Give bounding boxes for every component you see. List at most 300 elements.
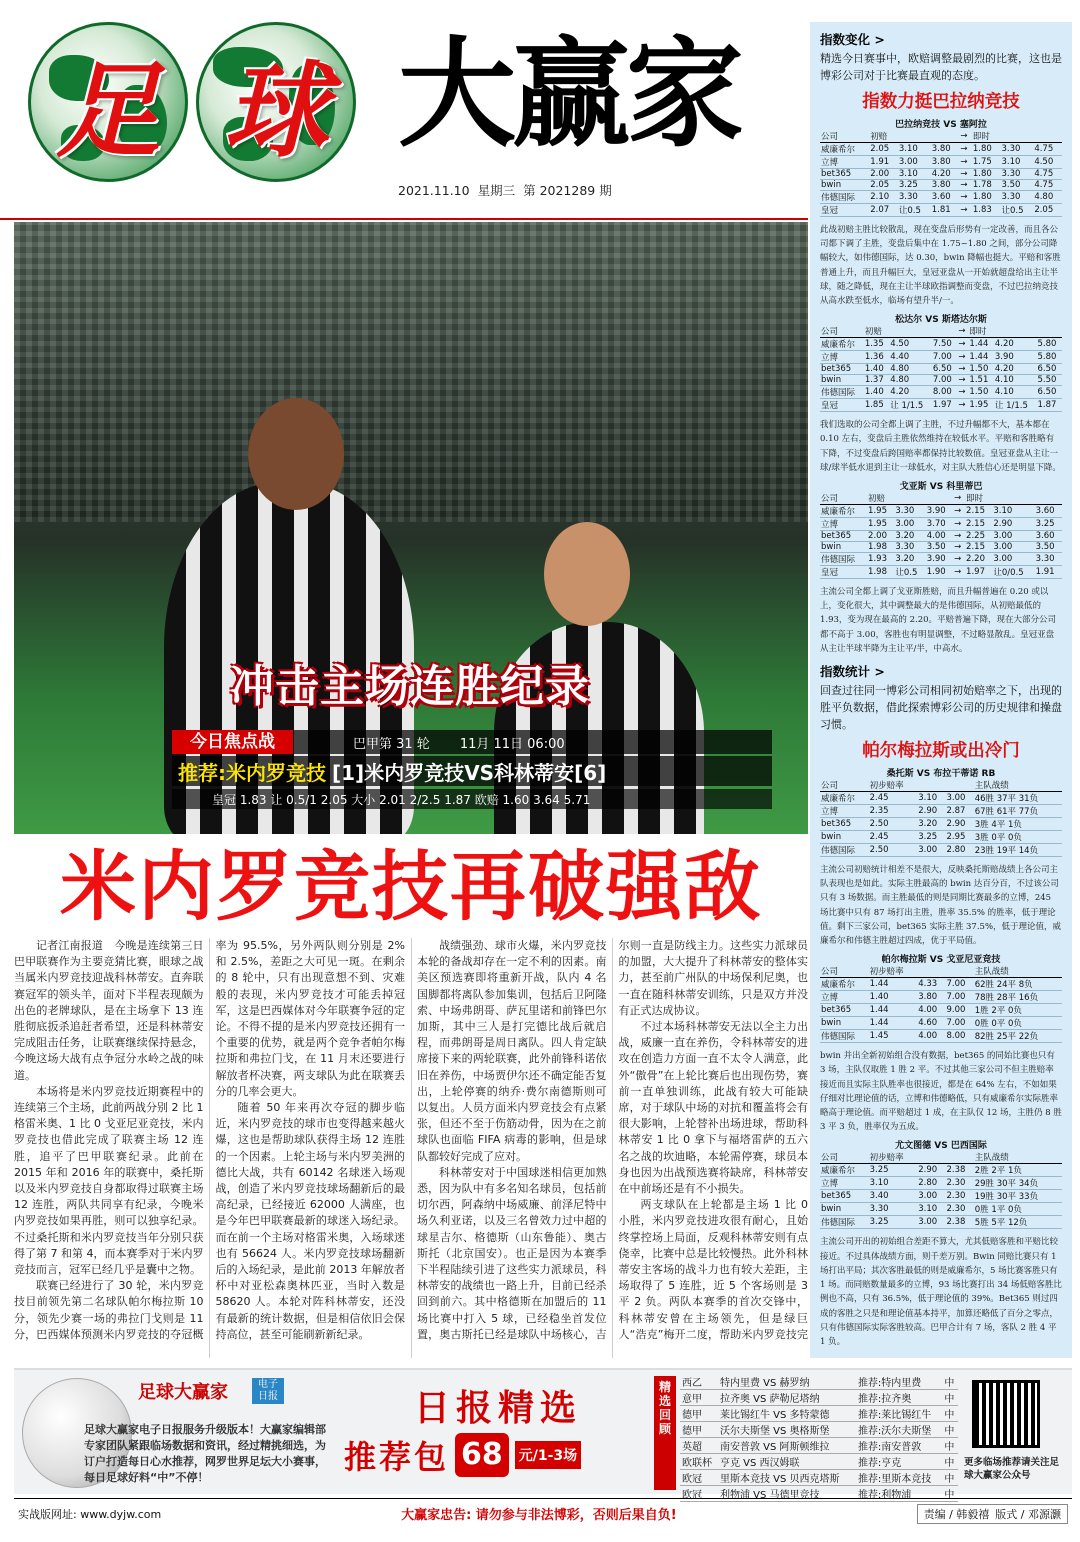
table-cell: 0胜 1平 0负 [974, 1203, 1062, 1216]
article-paragraph: 本场将是米内罗竞技近期赛程中的连续第三个主场，此前两战分别 2 比 1 格雷米奥、1 比 0 戈亚尼亚竞技，米内罗竞技也借此完成了联赛主场 12 连胜，追平了巴甲联赛纪录。此前在 2015 年和 2016 年的联赛中，桑托斯以及米内罗竞技自身都取得过联赛主场 12 连胜，两队共同享有纪录，今晚米内罗竞技如果再胜，则可以独享纪录。不过桑托斯和米内罗竞技当年分别只获得了第 7 和第 4，而本赛季对于米内罗竞技而言，冠军已经几乎是囊中之物。 [14, 1084, 204, 1277]
article-paragraph: 随着 50 年来再次夺冠的脚步临近，米内罗竞技的球市也变得越来越火爆，这也是帮助球队获得主场 12 连胜的一个因素。上轮主场与米内罗美洲的德比大战，共有 60142 名球迷入场观战，创造了米内罗竞技球场翻新后的最高纪录，已经接近 62000 人满座，也是今年巴甲联赛最新的球迷入场纪录。而在前一个主场对格雷米奥，入场球迷也有 56624 人。米内罗竞技球场翻新后的入场纪录，是此前 2013 年解放者杯中对亚松森奥林匹亚，当时入数是 58620 人。本轮对阵科林蒂安，还没有最新的统计数据，但是相信依旧会保持高位，甚至可能刷新新纪录。 [215, 1101, 405, 1341]
table-cell: 皇冠 [820, 204, 869, 217]
review-cell: 南安普敦 VS 阿斯顿维拉 [718, 1438, 856, 1454]
table-row [820, 364, 1062, 375]
table-cell: 7.00 [932, 375, 957, 386]
table-cell: 3.00 [992, 553, 1034, 566]
table-cell [945, 965, 973, 978]
table-row [820, 553, 1062, 566]
table-cell: 3.10 [1000, 156, 1033, 169]
issue-date: 2021.11.10 [398, 182, 470, 198]
table-cell: → [959, 204, 971, 217]
table-cell: 5.80 [1036, 351, 1062, 364]
table-cell: 3.10 [917, 792, 945, 805]
table-cell [992, 492, 1034, 505]
table-cell: 皇冠 [820, 566, 867, 579]
table-cell: 3.90 [994, 351, 1037, 364]
kickoff-time: 11月 11日 06:00 [459, 736, 565, 752]
table-cell: 2.90 [992, 518, 1034, 531]
match-analysis: 我们选取的公司全都上调了主胜，不过升幅都不大，基本都在 0.10 左右，变盘后主胜依然维持在较低水平。平赔和客胜略有下降，不过变盘后跨国赔率都保持比较数值。皇冠亚盘从主让一球/球半低水退到主让一球低水，对主队大胜信心还是明显下降。 [820, 420, 1061, 473]
table-row [820, 386, 1062, 399]
table-header-row [820, 779, 1062, 792]
table-cell: 主队战绩 [974, 965, 1062, 978]
review-table [680, 1374, 958, 1502]
table-cell: 2.30 [945, 1203, 973, 1216]
brand-title: 大赢家 [398, 25, 741, 163]
table-cell: 3.90 [926, 553, 953, 566]
focus-match-row [172, 730, 772, 754]
table-cell: 1.83 [972, 204, 1001, 217]
table-cell: 7.00 [945, 978, 973, 991]
review-cell: 拉齐奥 VS 萨勒尼塔纳 [718, 1390, 856, 1406]
table-cell: 3.60 [1035, 531, 1062, 542]
table-row [820, 1017, 1062, 1030]
table-cell: 2.15 [965, 518, 992, 531]
table-cell: 3.40 [869, 1190, 918, 1203]
table-row [820, 1190, 1062, 1203]
table-cell: 1.91 [1035, 566, 1062, 579]
section-tag-change: 指数变化 > [820, 32, 885, 47]
table-cell: → [953, 505, 965, 518]
table-cell: 46胜 37平 31负 [974, 792, 1062, 805]
table-cell: 3.30 [894, 542, 925, 553]
review-cell: 德甲 [680, 1406, 718, 1422]
table-cell: 主队战绩 [974, 1151, 1062, 1164]
footer [14, 1498, 1072, 1528]
table-cell: 立博 [820, 991, 869, 1004]
table-cell: 初步赔率 [869, 1151, 918, 1164]
table-cell: bwin [820, 542, 867, 553]
table-cell: 2.30 [945, 1190, 973, 1203]
match-title: 巴拉纳竞技 VS 塞阿拉 [895, 120, 987, 130]
odds-table [820, 492, 1062, 579]
table-cell: 1.78 [972, 180, 1001, 191]
issue-info [398, 180, 798, 200]
table-cell: 让0.5 [894, 566, 925, 579]
table-cell: 1.95 [867, 518, 894, 531]
table-cell [926, 492, 953, 505]
table-cell: 3.60 [931, 191, 960, 204]
table-row [820, 143, 1062, 156]
table-row [820, 1177, 1062, 1190]
table-row [820, 1216, 1062, 1229]
table-cell: 3.10 [869, 1177, 918, 1190]
table-cell: 4.33 [917, 978, 945, 991]
table-row [820, 338, 1062, 351]
table-cell: 2.90 [917, 1164, 945, 1177]
table-cell: 2.95 [945, 831, 973, 844]
table-cell: 3.90 [926, 505, 953, 518]
review-cell: 推荐:拉齐奥 [856, 1390, 942, 1406]
table-cell: 3.00 [917, 1216, 945, 1229]
table-cell: bet365 [820, 531, 867, 542]
table-cell [1035, 492, 1062, 505]
table-row [820, 518, 1062, 531]
table-cell: 3.80 [931, 180, 960, 191]
review-cell: 中 [942, 1374, 958, 1390]
review-cell: 欧冠 [680, 1486, 718, 1502]
table-row [820, 204, 1062, 217]
globe-logo-right [196, 22, 356, 182]
table-cell: 1.81 [931, 204, 960, 217]
editor-credit: 责编 / 韩毅禧 [923, 1507, 990, 1521]
table-cell: 4.75 [1033, 169, 1062, 180]
table-cell: 67胜 61平 77负 [974, 805, 1062, 818]
table-cell: 初赔 [867, 492, 894, 505]
table-cell: 1.36 [864, 351, 889, 364]
table-row [820, 991, 1062, 1004]
review-cell: 意甲 [680, 1390, 718, 1406]
table-cell: 1.91 [869, 156, 898, 169]
table-cell: → [957, 399, 968, 412]
main-headline: 米内罗竞技再破强敌 [60, 842, 762, 931]
table-cell: 2胜 2平 1负 [974, 1164, 1062, 1177]
table-cell: 62胜 24平 8负 [974, 978, 1062, 991]
table-cell: 29胜 30平 34负 [974, 1177, 1062, 1190]
review-row [680, 1406, 958, 1422]
review-cell: 德甲 [680, 1422, 718, 1438]
table-cell [945, 779, 973, 792]
review-cell: 推荐:莱比锡红牛 [856, 1406, 942, 1422]
table-row [820, 180, 1062, 191]
promo-tag: 电子日报 [252, 1378, 284, 1404]
table-cell: 让0/0.5 [992, 566, 1034, 579]
table-cell: 1.80 [972, 143, 1001, 156]
table-row [820, 191, 1062, 204]
table-cell: 0胜 0平 0负 [974, 1017, 1062, 1030]
article-paragraph: 不过本场科林蒂安无法以全主力出战，威廉一直在养伤，令科林蒂安的进攻在创造力方面一直不太令人满意，此外“傲骨”在上轮比赛后也出现伤势，赛前一直单独训练，此战有较大可能缺席，对于球队中场的对抗和覆盖将会有很大影响，上轮替补出场进球，帮助科林蒂安 1 比 0 拿下与福塔雷萨的五六名之战的坎迪略，本轮需停赛，球员本身也因为出战预选赛将缺席，科林蒂安在中前场还是有不小损失。 [618, 1020, 808, 1196]
table-cell: 1.51 [968, 375, 993, 386]
table-cell: bet365 [820, 1190, 869, 1203]
table-cell: 公司 [820, 779, 869, 792]
review-row [680, 1374, 958, 1390]
globe-logo-left [28, 22, 188, 182]
pack-word: 推荐包 [344, 1438, 450, 1476]
table-cell: 立博 [820, 805, 869, 818]
review-row [680, 1390, 958, 1406]
table-cell: 伟德国际 [820, 191, 869, 204]
table-cell: 4.10 [994, 375, 1037, 386]
table-cell [1033, 130, 1062, 143]
table-cell: 1.85 [864, 399, 889, 412]
stats-table [820, 779, 1062, 857]
stadium-crowd [14, 222, 808, 522]
review-cell: 推荐:里斯本竞技 [856, 1470, 942, 1486]
table-cell: 3.10 [898, 143, 931, 156]
match-analysis: bwin 并出全新初始组合没有数据，bet365 的同始比赛也只有 3 场，主队仅取胜 1 胜 2 平。不过其他三家公司不但主胜赔率接近而且实际主队胜率也很接近，都是在 64% 左右，不如如果仔细对比理论值的话，立博和伟德略低，只有威廉希尔实际胜率略高于理论值。而平赔超过 1 成，在主队仅 12 场，主胜仍 8 胜 3 平 3 负，胜率仅为五成。 [820, 1051, 1062, 1133]
table-cell: 4.50 [1033, 156, 1062, 169]
table-cell: 3.10 [898, 169, 931, 180]
warning-text: 大赢家忠告: 请勿参与非法博彩，否则后果自负! [401, 1508, 677, 1523]
review-cell: 英超 [680, 1438, 718, 1454]
table-cell [917, 1151, 945, 1164]
table-cell: 2.35 [869, 805, 918, 818]
table-cell: 1.98 [867, 566, 894, 579]
odds-table [820, 130, 1062, 217]
table-cell: 伟德国际 [820, 1030, 869, 1043]
match-title: 松达尔 VS 斯塔达尔斯 [895, 315, 987, 326]
table-cell: 8.00 [945, 1030, 973, 1043]
table-cell: 1.80 [972, 169, 1001, 180]
table-cell: 3.50 [1035, 542, 1062, 553]
review-cell: 推荐:南安普敦 [856, 1438, 942, 1454]
table-cell: 1.44 [968, 338, 993, 351]
table-cell: 6.50 [1036, 386, 1062, 399]
table-cell: 威廉希尔 [820, 338, 864, 351]
table-cell: 3.30 [1000, 143, 1033, 156]
table-cell: 6.50 [932, 364, 957, 375]
odds-sidebar [810, 22, 1072, 1358]
table-cell: 1.93 [867, 553, 894, 566]
table-cell: 公司 [820, 965, 869, 978]
table-cell [917, 965, 945, 978]
table-cell [931, 130, 960, 143]
match-analysis: 主流公司开出的初始组合差距不算大，尤其低赔客胜和平赔比较接近。不过具体战绩方面，则千差万别。Bwin 同赔比赛只有 1 场打出平局；其次客胜最低的则是威廉希尔，5 场比赛客胜只有 1 场。而同赔数量最多的立博，93 场比赛打出 34 场低赔客胜比例也不高，只有 36.5%，低于理论值的 39%。Bet365 则过四成的客胜之只是和理论值基本持平，加算还略低了百分之零点，只有伟德国际实际客胜较高。巴甲合计有 7 场，客队 2 胜 4 平 1 负。 [820, 1237, 1062, 1347]
review-cell: 推荐:利物浦 [856, 1486, 942, 1502]
table-cell: 3胜 0平 0负 [974, 831, 1062, 844]
table-cell: 8.00 [932, 386, 957, 399]
table-cell: → [957, 364, 968, 375]
match-title: 尤文图德 VS 巴西国际 [895, 1141, 987, 1152]
match-analysis: 此战初赔主胜比较散乱，现在变盘后形势有一定改善，而且各公司都下调了主胜，变盘后集中在 1.75~1.80 之间，部分公司降幅较大，如伟德国际，达 0.30，bwin 降幅也挺大。平赔和客胜普通上升，而且升幅巨大，皇冠亚盘从一开始就超盘给出主让半球，随之降低，现在主让半球欧指调整而变盘，不过巴拉纳竞技从高水跌至低水，临场有望升半/一。 [820, 225, 1061, 307]
article-paragraph: 战绩强劲、球市火爆，米内罗竞技本轮的备战却存在一定不利的因素。南美区预选赛即将重新开战，队内 4 名国脚都将离队参加集训，包括后卫阿隆索、中场弗朗哥、萨瓦里诺和前锋巴尔加斯，其中三人是打完德比战后就启程，而弗朗哥是周日离队。四人肯定缺席接下来的两轮联赛，此外前锋科诺依旧在养伤，中场贾伊尔还不确定能否复出，上轮停赛的纳乔·费尔南德斯则可以复出。人员方面米内罗竞技会有点紧张，但还不至于伤筋动骨，因为在之前球队也面临 FIFA 病毒的影响，但是球队都较好完成了应对。 [417, 939, 607, 1163]
focus-label: 今日焦点战 [172, 730, 293, 754]
table-cell: 7.50 [932, 338, 957, 351]
table-cell: → [953, 531, 965, 542]
review-cell: 中 [942, 1422, 958, 1438]
table-cell: 3.25 [917, 831, 945, 844]
pack-row[interactable] [344, 1432, 644, 1478]
table-cell [917, 779, 945, 792]
table-cell: 1.97 [965, 566, 992, 579]
review-cell: 中 [942, 1390, 958, 1406]
table-cell: 1.40 [864, 386, 889, 399]
table-cell: 3.20 [917, 818, 945, 831]
table-cell: 5胜 5平 12负 [974, 1216, 1062, 1229]
table-cell: 3.00 [992, 531, 1034, 542]
qr-code-icon[interactable] [972, 1380, 1040, 1448]
issue-weekday: 星期三 [477, 183, 516, 198]
table-cell: 1.44 [968, 351, 993, 364]
table-cell: 1.40 [869, 991, 918, 1004]
daily-picks-title: 日报精选 [413, 1388, 582, 1429]
table-cell: 4.80 [889, 375, 932, 386]
table-row [820, 831, 1062, 844]
table-cell: → [959, 130, 971, 143]
table-cell: 初步赔率 [869, 779, 918, 792]
table-cell: 1.50 [968, 386, 993, 399]
hero-headline: 冲击主场连胜纪录 [230, 661, 590, 712]
section-intro-stats: 回查过往同一博彩公司相同初始赔率之下，出现的胜平负数据，借此探索博彩公司的历史规律和操盘习惯。 [820, 684, 1062, 732]
table-row [820, 844, 1062, 857]
table-cell: 初赔 [869, 130, 898, 143]
table-cell: 1.75 [972, 156, 1001, 169]
table-cell: 7.00 [945, 1017, 973, 1030]
table-row [820, 1164, 1062, 1177]
site-url[interactable]: 实战版网址: www.dyjw.com [18, 1507, 162, 1521]
article-paragraph: 联赛已经进行了 30 轮，米内罗竞技目前领先第二名球队帕尔梅拉斯 10 分，领先少赛一场的弗拉门戈则是 11 分，巴西媒体预测米内罗竞技的夺冠概率为 95.5%，另外两队则分别是 2%和 2.5%，差距之大可见一斑。在剩余的 8 轮中，只有出现意想不到、灾难般的表现，米内罗竞技才可能丢掉冠军，这是巴西媒体对今年联赛争冠的定论。不得不提的是米内罗竞技还拥有一个重要的优势，就是两个竞争者帕尔梅拉斯和弗拉门戈，在 11 月末还要进行解放者杯决赛，两支球队为此在联赛丢分的几率会更大。 [14, 939, 405, 1341]
table-cell: 4.75 [1033, 143, 1062, 156]
review-cell: 莱比锡红牛 VS 多特蒙德 [718, 1406, 856, 1422]
table-cell: 2.00 [867, 531, 894, 542]
match-title: 帕尔梅拉斯 VS 戈亚尼亚竞技 [881, 955, 1001, 966]
table-cell: 4.75 [1033, 180, 1062, 191]
table-cell: 1胜 2平 0负 [974, 1004, 1062, 1017]
table-cell: 1.37 [864, 375, 889, 386]
table-cell: 让0.5 [898, 204, 931, 217]
table-cell: → [957, 325, 968, 338]
table-cell: → [957, 386, 968, 399]
table-cell [889, 325, 932, 338]
table-cell: 2.50 [869, 844, 918, 857]
table-cell: 立博 [820, 156, 869, 169]
table-cell: 4.00 [926, 531, 953, 542]
table-cell: 即时 [972, 130, 1001, 143]
table-cell: → [957, 351, 968, 364]
table-cell: 4.40 [889, 351, 932, 364]
table-cell: 3.10 [992, 505, 1034, 518]
table-cell: 3.80 [931, 156, 960, 169]
table-row [820, 375, 1062, 386]
table-row [820, 566, 1062, 579]
table-cell: 4.60 [917, 1017, 945, 1030]
table-cell: 3.30 [1000, 191, 1033, 204]
table-cell: bwin [820, 375, 864, 386]
pack-unit: 元/1-3场 [515, 1441, 581, 1469]
article-body [14, 938, 808, 1358]
table-cell: 3.00 [917, 1190, 945, 1203]
table-cell: 1.44 [869, 978, 918, 991]
match-title: 戈亚斯 VS 科里蒂巴 [899, 482, 983, 493]
table-cell: 2.80 [945, 844, 973, 857]
table-cell: 3.10 [917, 1203, 945, 1216]
table-cell: 2.00 [869, 169, 898, 180]
table-cell: → [953, 542, 965, 553]
table-cell: 3.20 [894, 553, 925, 566]
recommendation-match: [1]米内罗竞技VS科林蒂安[6] [332, 760, 607, 785]
review-cell: 欧冠 [680, 1470, 718, 1486]
match-analysis: 主流公司初赔统计相差不是很大，反映桑托斯赔战绩上各公司主队表现也是如此。实际主胜最高的 bwin 达百分百，不过该公司只有 3 场数据。而主胜最低的则是同期比赛最多的立博，245 场比赛中只有 87 场打出主胜，胜率 35.5% 的胜率，低于理论值。剩下三家公司，bet365 实际主胜 37.5%，低于理论值，威廉希尔和伟德主胜超过四成，优于平局值。 [820, 865, 1062, 947]
table-cell: 3.70 [926, 518, 953, 531]
table-cell: 1.87 [1036, 399, 1062, 412]
review-cell: 亨克 VS 西汉姆联 [718, 1454, 856, 1470]
table-cell: 2.05 [1033, 204, 1062, 217]
table-cell: 2.38 [945, 1164, 973, 1177]
table-cell: 3.25 [1035, 518, 1062, 531]
table-cell: 主队战绩 [974, 779, 1062, 792]
table-row [820, 351, 1062, 364]
table-cell: → [953, 518, 965, 531]
review-cell: 中 [942, 1454, 958, 1470]
table-cell: 4.20 [994, 338, 1037, 351]
table-cell: → [957, 338, 968, 351]
table-row [820, 805, 1062, 818]
table-cell [894, 492, 925, 505]
table-cell: 2.90 [917, 805, 945, 818]
table-cell: 3.60 [1035, 505, 1062, 518]
table-header-row [820, 492, 1062, 505]
recommendation-row [172, 756, 772, 786]
table-cell: 3.25 [898, 180, 931, 191]
table-cell: 3.50 [926, 542, 953, 553]
table-cell: 2.38 [945, 1216, 973, 1229]
table-row [820, 978, 1062, 991]
table-cell [945, 1151, 973, 1164]
table-cell: 3.25 [869, 1164, 918, 1177]
review-cell: 里斯本竞技 VS 贝西克塔斯 [718, 1470, 856, 1486]
table-cell: 2.87 [945, 805, 973, 818]
table-cell: 3.80 [917, 991, 945, 1004]
table-row [820, 505, 1062, 518]
review-cell: 推荐:特内里费 [856, 1374, 942, 1390]
table-cell: 2.07 [869, 204, 898, 217]
table-cell [898, 130, 931, 143]
table-cell: 3.00 [917, 844, 945, 857]
review-cell: 利物浦 VS 马德里竞技 [718, 1486, 856, 1502]
table-cell: 2.45 [869, 831, 918, 844]
review-cell: 推荐:亨克 [856, 1454, 942, 1470]
table-cell: 公司 [820, 492, 867, 505]
review-cell: 中 [942, 1406, 958, 1422]
table-row [820, 531, 1062, 542]
table-cell: 威廉希尔 [820, 978, 869, 991]
promo-brand: 足球大赢家 [138, 1382, 228, 1403]
match-analysis: 主流公司全都上调了戈亚斯胜赔，而且升幅普遍在 0.20 或以上，变化很大，其中调整最大的是伟德国际，从初赔最低的 1.93，变为现在最高的 2.20。平赔普遍下降，现在大部分公司都不高于 3.00，客胜也有明显调整，不过略显散乱。皇冠亚盘从主让半球半降为主让平/半，中高水。 [820, 587, 1057, 654]
table-cell: 78胜 28平 16负 [974, 991, 1062, 1004]
article-paragraph: 科林蒂安对于中国球迷相信更加熟悉，因为队中有多名知名球员，包括前切尔西，阿森纳中场威廉、前泽尼特中场久利亚诺，以及三名曾效力过中超的球星吉尔、格德斯（山东鲁能）、奥古斯托（北京国安）。也正是因为本赛季下半程陆续引进了这些实力派球员，科林蒂安的战绩也一路上升，目前已经杀回到前六。其中格德斯在加盟后的 11 场比赛中打入 5 球，已经稳坐首发位置，奥古斯托已经是球队中场核心，吉尔则一直是防线主力。这些实力派球员的加盟，大大提升了科林蒂安的整体实力，甚至前广州队的中场保利尼奥，也一直在随科林蒂安训练，只是双方并没有正式达成协议。 [417, 939, 808, 1341]
table-cell: 3.30 [1035, 553, 1062, 566]
table-cell: 3.00 [992, 542, 1034, 553]
table-cell: 1.98 [867, 542, 894, 553]
table-header-row [820, 1151, 1062, 1164]
review-cell: 西乙 [680, 1374, 718, 1390]
article-paragraph: 记者江南报道 今晚是连续第三日巴甲联赛作为主要竞猜比赛，眼球之战当属米内罗竞技迎战科林蒂安。直奔联赛冠军的领头羊，面对下半程表现颇为出色的老牌球队，是在主场拿下 13 连胜彻底扳杀追赶者希望，还是科林蒂安完成阻击任务，让联赛继续保持悬念，今晚这场大战有点争冠分水岭之战的味道。 [14, 939, 204, 1082]
section-title-2: 帕尔梅拉斯或出冷门 [862, 741, 1020, 762]
table-cell: 2.15 [965, 542, 992, 553]
table-cell: 威廉希尔 [820, 792, 869, 805]
logo-char-1: 足 [55, 49, 160, 172]
table-cell: 伟德国际 [820, 386, 864, 399]
table-cell: 1.90 [926, 566, 953, 579]
table-cell: bet365 [820, 1004, 869, 1017]
table-cell [932, 325, 957, 338]
review-label: 精选回顾 [654, 1376, 676, 1490]
table-row [820, 169, 1062, 180]
table-cell: 让0.5 [1000, 204, 1033, 217]
table-cell: 1.95 [968, 399, 993, 412]
table-cell: 5.80 [1036, 338, 1062, 351]
table-cell: 9.00 [945, 1004, 973, 1017]
table-cell: 23胜 19平 14负 [974, 844, 1062, 857]
review-cell: 沃尔夫斯堡 VS 奥格斯堡 [718, 1422, 856, 1438]
table-cell: 2.80 [917, 1177, 945, 1190]
table-cell: 公司 [820, 1151, 869, 1164]
table-cell: 1.45 [869, 1030, 918, 1043]
table-cell: 4.10 [994, 386, 1037, 399]
section-intro-change: 精选今日赛事中，欧赔调整最剧烈的比赛，这也是博彩公司对于比赛最直观的态度。 [820, 52, 1062, 82]
table-header-row [820, 325, 1062, 338]
table-cell: 伟德国际 [820, 844, 869, 857]
table-cell: → [953, 553, 965, 566]
table-cell: 公司 [820, 325, 864, 338]
table-cell: 4.80 [889, 364, 932, 375]
table-cell: 7.00 [945, 991, 973, 1004]
table-cell: 皇冠 [820, 399, 864, 412]
table-cell: 伟德国际 [820, 1216, 869, 1229]
table-cell: 3.30 [869, 1203, 918, 1216]
table-cell: bwin [820, 831, 869, 844]
match-title: 桑托斯 VS 布拉干蒂诺 RB [886, 769, 996, 780]
